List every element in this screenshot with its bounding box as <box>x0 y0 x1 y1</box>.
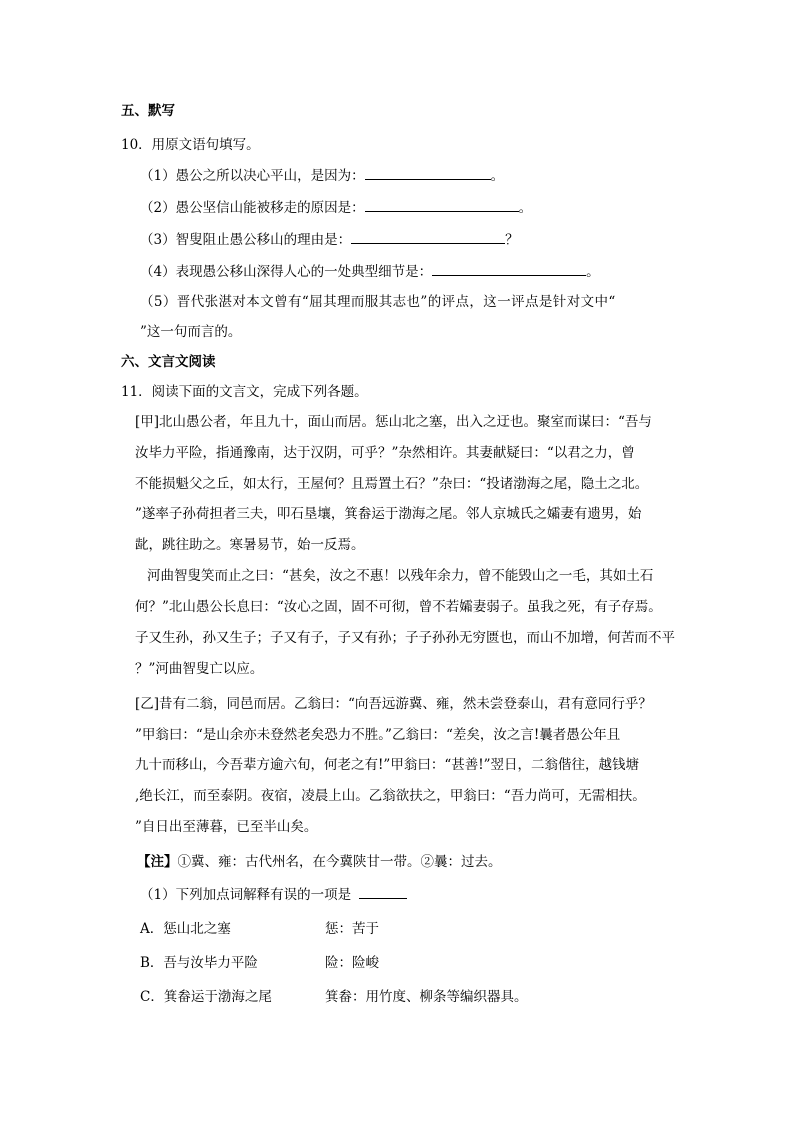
passage-jia-line: ”遂率子孙荷担者三夫，叩石垦壤，箕畚运于渤海之尾。邻人京城氏之孀妻有遗男，始 <box>135 506 642 522</box>
option-a-gloss: 惩：苦于 <box>325 921 379 937</box>
passage-jia-line: [甲]北山愚公者，年且九十，面山而居。惩山北之塞，出入之迂也。聚室而谋曰：“吾与 <box>135 414 652 430</box>
answer-blank[interactable] <box>432 261 586 276</box>
q10-item-4-text: （4）表现愚公移山深得人心的一处典型细节是： <box>140 264 433 280</box>
q10-item-3 <box>140 229 519 250</box>
q10-item-1-suffix: 。 <box>490 168 505 184</box>
passage-yi-line: ”甲翁曰：“是山余亦未登然老矣恐力不胜。”乙翁曰：“差矣，汝之言!曩者愚公年且 <box>135 727 621 743</box>
q10-item-3-text: （3）智叟阻止愚公移山的理由是： <box>140 232 352 248</box>
q10-item-3-suffix: ？ <box>505 232 519 248</box>
q11-stem: 11．阅读下面的文言文，完成下列各题。 <box>121 384 368 400</box>
passage-yi-line: ,绝长江，而至泰阴。夜宿，凌晨上山。乙翁欲扶之，甲翁曰：“吾力尚可，无需相扶。 <box>135 788 646 804</box>
answer-blank[interactable] <box>365 197 519 212</box>
q10-item-4 <box>140 261 600 282</box>
passage-jia2-line: 子又生孙，孙又生子；子又有子，子又有孙；子子孙孙无穷匮也，而山不加增，何苦而不平 <box>135 630 675 646</box>
q10-item-2-suffix: 。 <box>518 200 533 216</box>
annotation-note <box>137 853 502 872</box>
option-c-gloss: 箕畚：用竹度、柳条等编织器具。 <box>325 989 528 1005</box>
note-label: 【注】 <box>137 854 178 870</box>
answer-blank[interactable] <box>359 884 407 899</box>
option-b[interactable] <box>140 954 258 973</box>
option-a-label: A．惩山北之塞 <box>140 921 231 937</box>
passage-jia2-line: 何？”北山愚公长息曰：“汝心之固，固不可彻，曾不若孀妻弱子。虽我之死，有子存焉。 <box>135 599 662 615</box>
q10-stem: 10．用原文语句填写。 <box>121 137 260 153</box>
answer-blank[interactable] <box>351 229 505 244</box>
passage-jia2-line: ？”河曲智叟亡以应。 <box>135 661 264 677</box>
section-six-title: 六、文言文阅读 <box>121 354 216 370</box>
option-b-label: B．吾与汝毕力平险 <box>140 955 258 971</box>
q10-item-2-text: （2）愚公坚信山能被移走的原因是： <box>140 200 365 216</box>
passage-yi-line: [乙]昔有二翁，同邑而居。乙翁曰：“向吾远游冀、雍，然未尝登泰山，君有意同行乎？ <box>135 696 652 712</box>
passage-yi-line: ”自日出至薄暮，已至半山矣。 <box>135 819 318 835</box>
q10-item-4-suffix: 。 <box>586 264 600 280</box>
passage-jia-line: 汝毕力平险，指通豫南，达于汉阴，可乎？”杂然相许。其妻献疑曰：“以君之力，曾 <box>135 445 635 461</box>
option-b-gloss: 险：险峻 <box>325 955 379 971</box>
passage-jia-line: 不能损魁父之丘，如太行，王屋何？且焉置土石？”杂曰：“投诸渤海之尾，隐土之北。 <box>135 476 649 492</box>
option-a[interactable] <box>140 920 231 939</box>
option-c[interactable] <box>140 988 272 1007</box>
answer-blank[interactable] <box>365 165 491 180</box>
q10-item-2 <box>140 197 532 218</box>
q10-item-5-line2: ”这一句而言的。 <box>140 324 242 340</box>
q11-sub1-stem: （1）下列加点词解释有误的一项是 <box>140 887 352 903</box>
q11-sub1 <box>140 884 407 905</box>
passage-jia2-line: 河曲智叟笑而止之曰：“甚矣，汝之不惠！以残年余力，曾不能毁山之一毛，其如土石 <box>147 568 654 584</box>
passage-yi-line: 九十而移山，今吾辈方逾六旬，何老之有!”甲翁曰：“甚善!”翌日，二翁偕往，越钱塘 <box>135 757 640 773</box>
q10-item-1 <box>140 165 504 186</box>
q10-item-1-text: （1）愚公之所以决心平山，是因为： <box>140 168 365 184</box>
note-text: ①冀、雍：古代州名，在今冀陕甘一带。②曩：过去。 <box>177 854 502 870</box>
q10-item-5-line1: （5）晋代张湛对本文曾有“屈其理而服其志也”的评点，这一评点是针对文中“ <box>140 294 616 310</box>
option-c-label: C．箕畚运于渤海之尾 <box>140 989 272 1005</box>
passage-jia-line: 龀，跳往助之。寒暑易节，始一反焉。 <box>135 537 365 553</box>
section-five-title: 五、默写 <box>121 103 175 119</box>
